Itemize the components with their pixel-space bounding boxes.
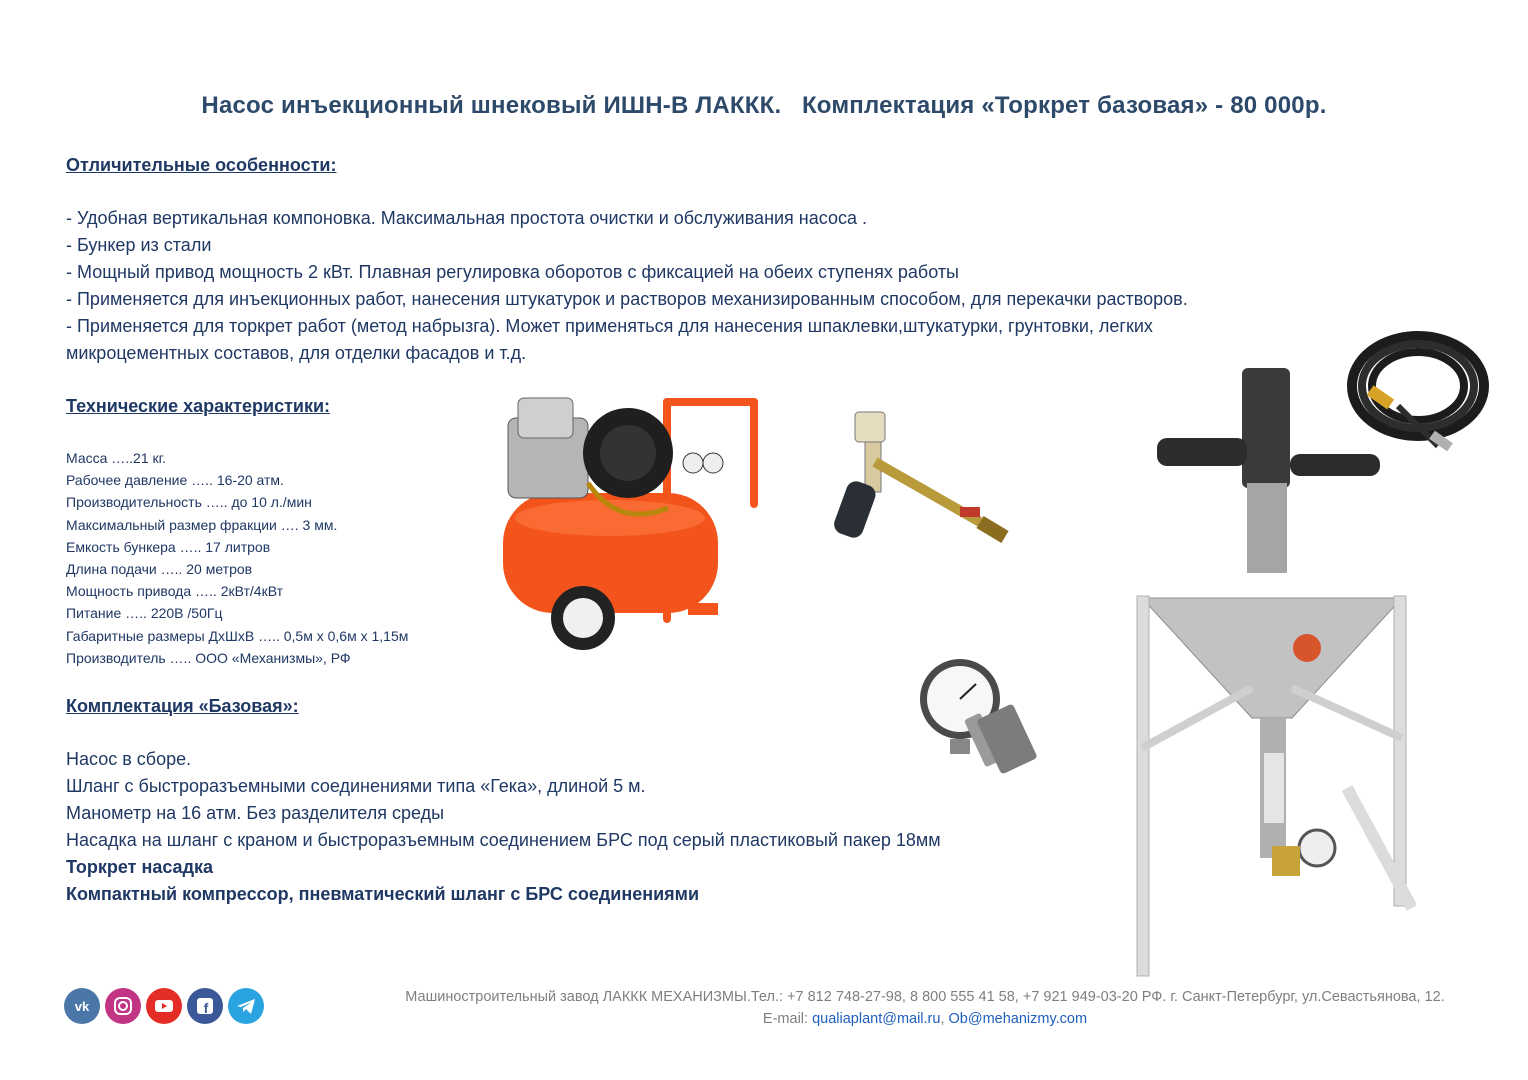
email-link-1[interactable]: qualiaplant@mail.ru xyxy=(812,1011,941,1027)
footer xyxy=(330,986,1520,1030)
specs-heading: Технические характеристики: xyxy=(66,396,331,416)
kit-line: Насос в сборе. xyxy=(66,749,192,769)
email-label: E-mail: xyxy=(762,1011,813,1027)
feature-line: - Мощный привод мощность 2 кВт. Плавная регулировка оборотов с фиксацией на обеих ступенях работы xyxy=(66,262,959,282)
spec-line: Производитель ….. ООО «Механизмы», РФ xyxy=(66,649,351,666)
torcret-nozzle-image xyxy=(830,402,1020,552)
spec-line: Масса …..21 кг. xyxy=(66,450,166,466)
vk-icon[interactable] xyxy=(64,988,100,1024)
spec-line: Габаритные размеры ДхШхВ ….. 0,5м х 0,6м х 1,15м xyxy=(66,627,409,644)
kit-list xyxy=(66,746,941,908)
feature-line: - Удобная вертикальная компоновка. Максимальная простота очистки и обслуживания насоса . xyxy=(66,208,867,228)
kit-line-bold: Торкрет насадка xyxy=(66,857,214,877)
telegram-icon[interactable] xyxy=(228,988,264,1024)
feature-line: - Применяется для торкрет работ (метод набрызга). Может применяться для нанесения шпаклевки,штукатурки, грунтовки, легких xyxy=(66,316,1153,336)
page-title: Насос инъекционный шнековый ИШН-В ЛАККК. Комплектация «Торкрет базовая» - 80 000р. xyxy=(201,92,1327,119)
spec-line: Длина подачи ….. 20 метров xyxy=(66,561,253,578)
manometer-image xyxy=(912,654,1038,774)
footer-contacts: Машиностроительный завод ЛАККК МЕХАНИЗМЫ.Тел.: +7 812 748-27-98, 8 800 555 41 58, +7 921 949-03-20 РФ. г. Санкт-Петербург, ул.Севастьянова, 12. xyxy=(405,989,1445,1005)
features-heading: Отличительные особенности: xyxy=(66,155,337,175)
spec-line: Питание ….. 220В /50Гц xyxy=(66,605,223,622)
spec-line: Мощность привода ….. 2кВт/4кВт xyxy=(66,583,283,600)
spec-line: Рабочее давление ….. 16-20 атм. xyxy=(66,472,284,489)
spec-line: Максимальный размер фракции …. 3 мм. xyxy=(66,516,338,533)
kit-line: Шланг с быстроразъемными соединениями типа «Гека», длиной 5 м. xyxy=(66,776,646,796)
kit-line: Манометр на 16 атм. Без разделителя среды xyxy=(66,803,445,823)
features-list xyxy=(66,205,1188,367)
youtube-icon[interactable] xyxy=(146,988,182,1024)
svg-text:f: f xyxy=(203,1000,209,1016)
compressor-image xyxy=(488,378,770,660)
feature-line: - Бункер из стали xyxy=(66,235,212,255)
spec-line: Емкость бункера ….. 17 литров xyxy=(66,538,271,555)
facebook-icon[interactable] xyxy=(187,988,223,1024)
footer-emails xyxy=(330,1008,1520,1030)
specs-list xyxy=(66,447,408,669)
kit-line: Насадка на шланг с краном и быстроразъемным соединением БРС под серый пластиковый пакер 18мм xyxy=(66,830,941,850)
kit-heading: Комплектация «Базовая»: xyxy=(66,696,299,716)
email-separator: , xyxy=(940,1011,949,1027)
kit-line-bold: Компактный компрессор, пневматический шланг с БРС соединениями xyxy=(66,884,700,904)
svg-text:vk: vk xyxy=(74,999,90,1014)
feature-line: микроцементных составов, для отделки фасадов и т.д. xyxy=(66,343,527,363)
instagram-icon[interactable] xyxy=(105,988,141,1024)
feature-line: - Применяется для инъекционных работ, нанесения штукатурок и растворов механизированным способом, для перекачки растворов. xyxy=(66,289,1188,309)
pump-image xyxy=(1132,368,1416,978)
email-link-2[interactable]: Ob@mehanizmy.com xyxy=(948,1011,1088,1027)
spec-line: Производительность ….. до 10 л./мин xyxy=(66,494,312,511)
